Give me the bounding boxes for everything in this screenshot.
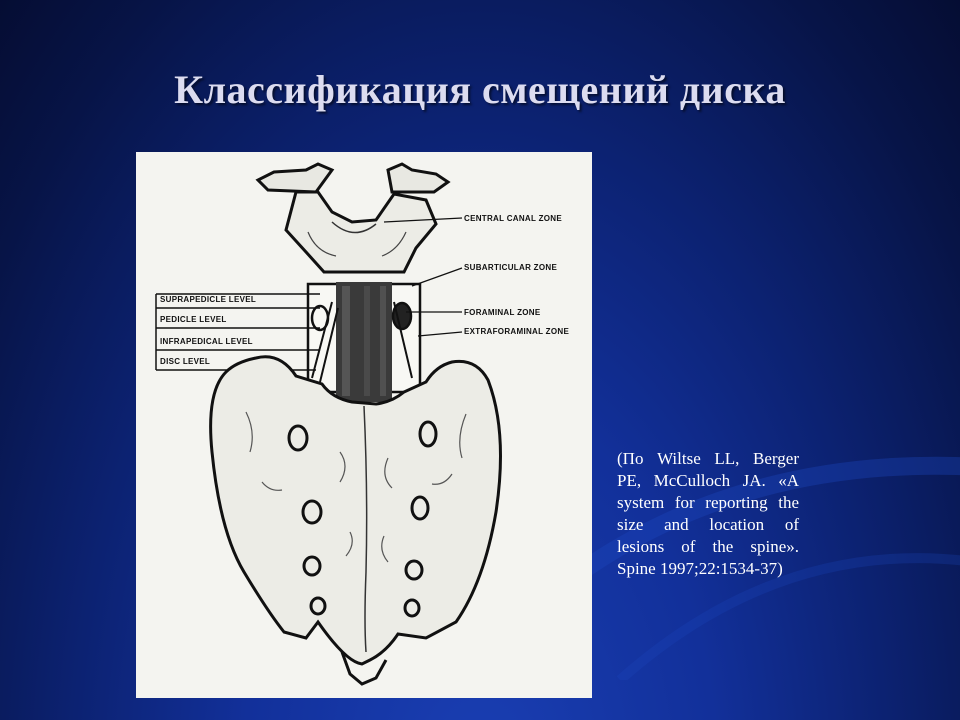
level-label-suprapedicle: SUPRAPEDICLE LEVEL — [160, 295, 257, 304]
spine-illustration — [136, 152, 592, 698]
zone-label-central-canal: CENTRAL CANAL ZONE — [464, 214, 562, 223]
citation-text: (По Wiltse LL, Berger PE, McCulloch JA. «A system for reporting the size and location of lesions of the spine». Spine 1997;22:1534-37) — [617, 449, 799, 578]
level-label-disc: DISC LEVEL — [160, 357, 211, 366]
zone-label-foraminal: FORAMINAL ZONE — [464, 308, 541, 317]
level-label-infrapedical: INFRAPEDICAL LEVEL — [160, 337, 253, 346]
spine-zones-diagram — [136, 152, 592, 698]
level-label-pedicle: PEDICLE LEVEL — [160, 315, 227, 324]
zone-label-subarticular: SUBARTICULAR ZONE — [464, 263, 558, 272]
slide-title: Классификация смещений диска — [174, 67, 786, 112]
zone-label-extraforaminal: EXTRAFORAMINAL ZONE — [464, 327, 570, 336]
